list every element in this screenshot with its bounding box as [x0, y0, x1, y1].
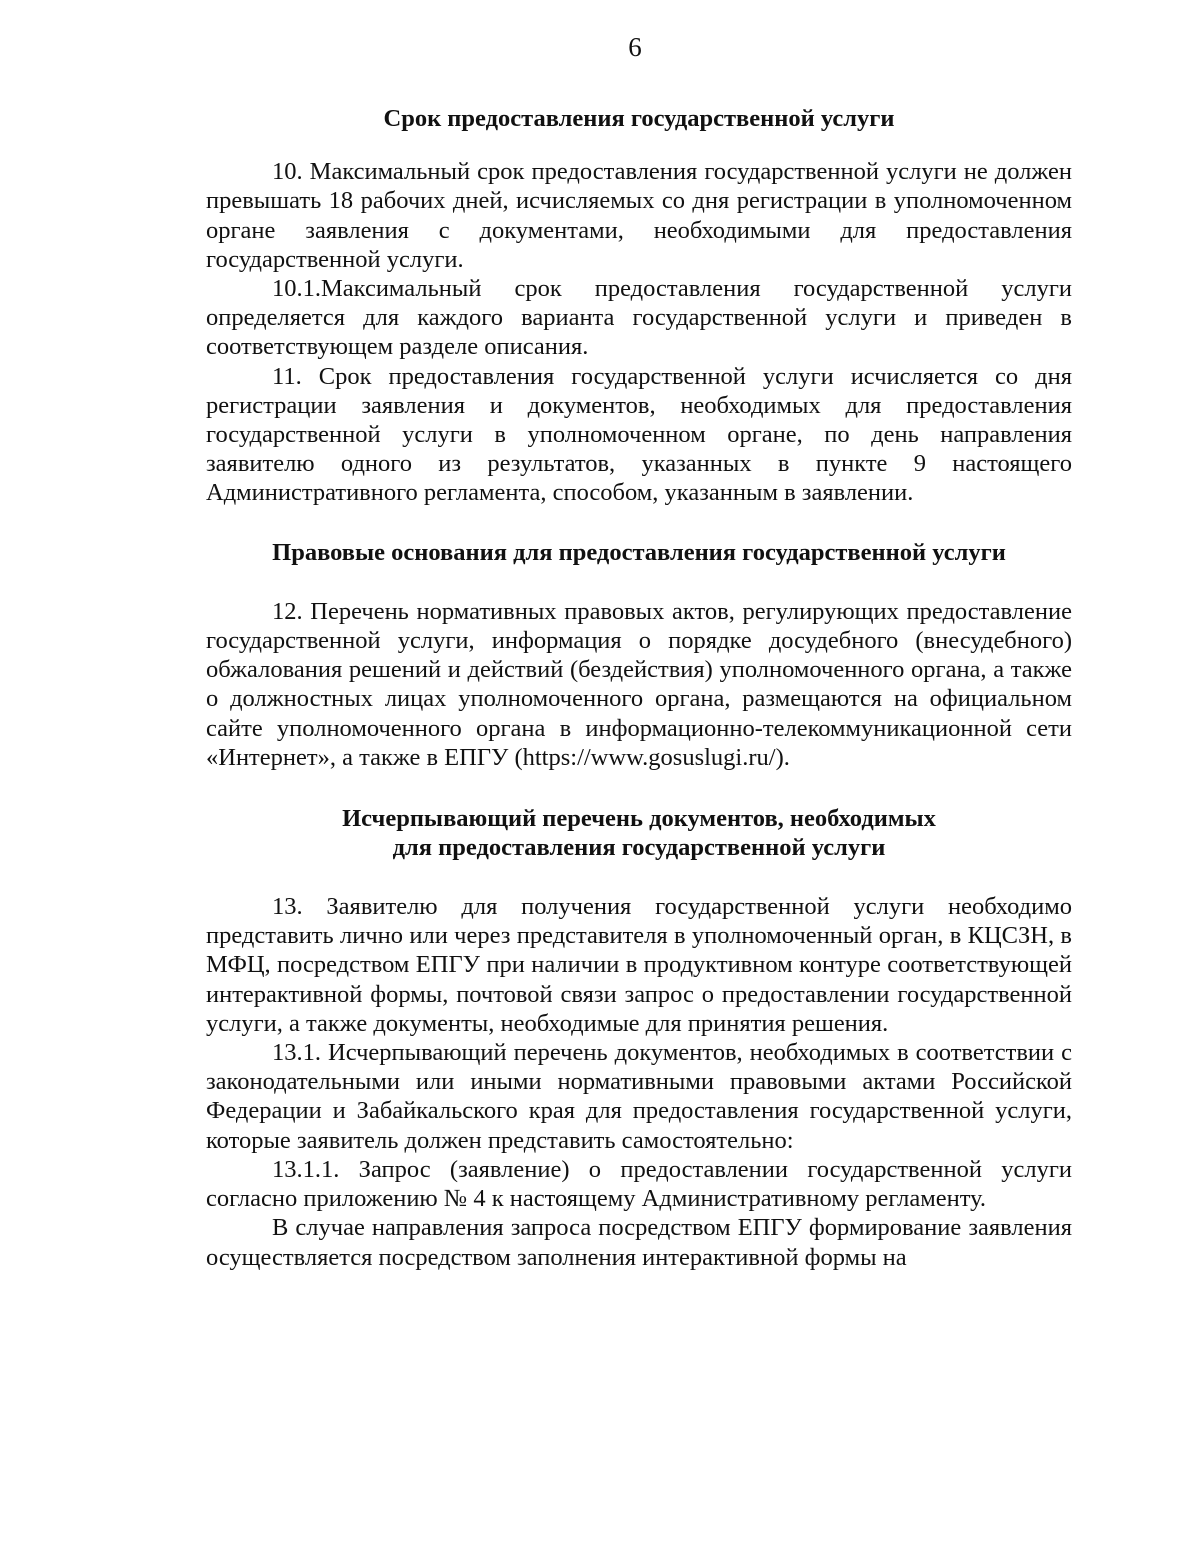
paragraph-11: 11. Срок предоставления государственной услуги исчисляется со дня регистрации заявления и документов, необходимых для предоставления государственной услуги в уполномоченном органе, по день направления заявителю одного из результатов, указанных в пункте 9 настоящего Административного регламента, способом, указанным в заявлении.: [206, 362, 1072, 507]
paragraph-12: 12. Перечень нормативных правовых актов, регулирующих предоставление государственной услуги, информация о порядке досудебного (внесудебного) обжалования решений и действий (бездействия) уполномоченного органа, а также о должностных лицах уполномоченного органа, размещаются на официальном сайте уполномоченного органа в информационно-телекоммуникационной сети «Интернет», а также в ЕПГУ (https://www.gosuslugi.ru/).: [206, 597, 1072, 771]
section-heading-documents: [206, 804, 1072, 862]
paragraph-13: 13. Заявителю для получения государственной услуги необходимо представить лично или через представителя в уполномоченный орган, в КЦСЗН, в МФЦ, посредством ЕПГУ при наличии в продуктивном контуре соответствующей интерактивной формы, почтовой связи запрос о предоставлении государственной услуги, а также документы, необходимые для принятия решения.: [206, 893, 1072, 1037]
paragraph-13-1-1: 13.1.1. Запрос (заявление) о предоставлении государственной услуги согласно приложению № 4 к настоящему Административному регламенту.: [206, 1155, 1072, 1213]
section-heading-legal: Правовые основания для предоставления государственной услуги: [272, 538, 1006, 566]
section-heading-term: Срок предоставления государственной услуги: [383, 105, 895, 132]
paragraph-epgu: В случае направления запроса посредством ЕПГУ формирование заявления осуществляется посредством заполнения интерактивной формы на: [206, 1214, 1072, 1271]
document-body: [206, 100, 1072, 1272]
paragraph-10: 10. Максимальный срок предоставления государственной услуги не должен превышать 18 рабочих дней, исчисляемых со дня регистрации в уполномоченном органе заявления с документами, необходимыми для предоставления государственной услуги.: [206, 158, 1072, 273]
section-heading-documents-line1: Исчерпывающий перечень документов, необходимых: [342, 805, 936, 833]
paragraph-10-1: 10.1.Максимальный срок предоставления государственной услуги определяется для каждого варианта государственной услуги и приведен в соответствующем разделе описания.: [206, 275, 1072, 361]
section-heading-documents-line2: для предоставления государственной услуги: [392, 834, 886, 862]
page-number: 6: [628, 32, 642, 62]
paragraph-13-1: 13.1. Исчерпывающий перечень документов, необходимых в соответствии с законодательными или иными нормативными правовыми актами Российской Федерации и Забайкальского края для предоставления государственной услуги, которые заявитель должен представить самостоятельно:: [206, 1039, 1072, 1154]
